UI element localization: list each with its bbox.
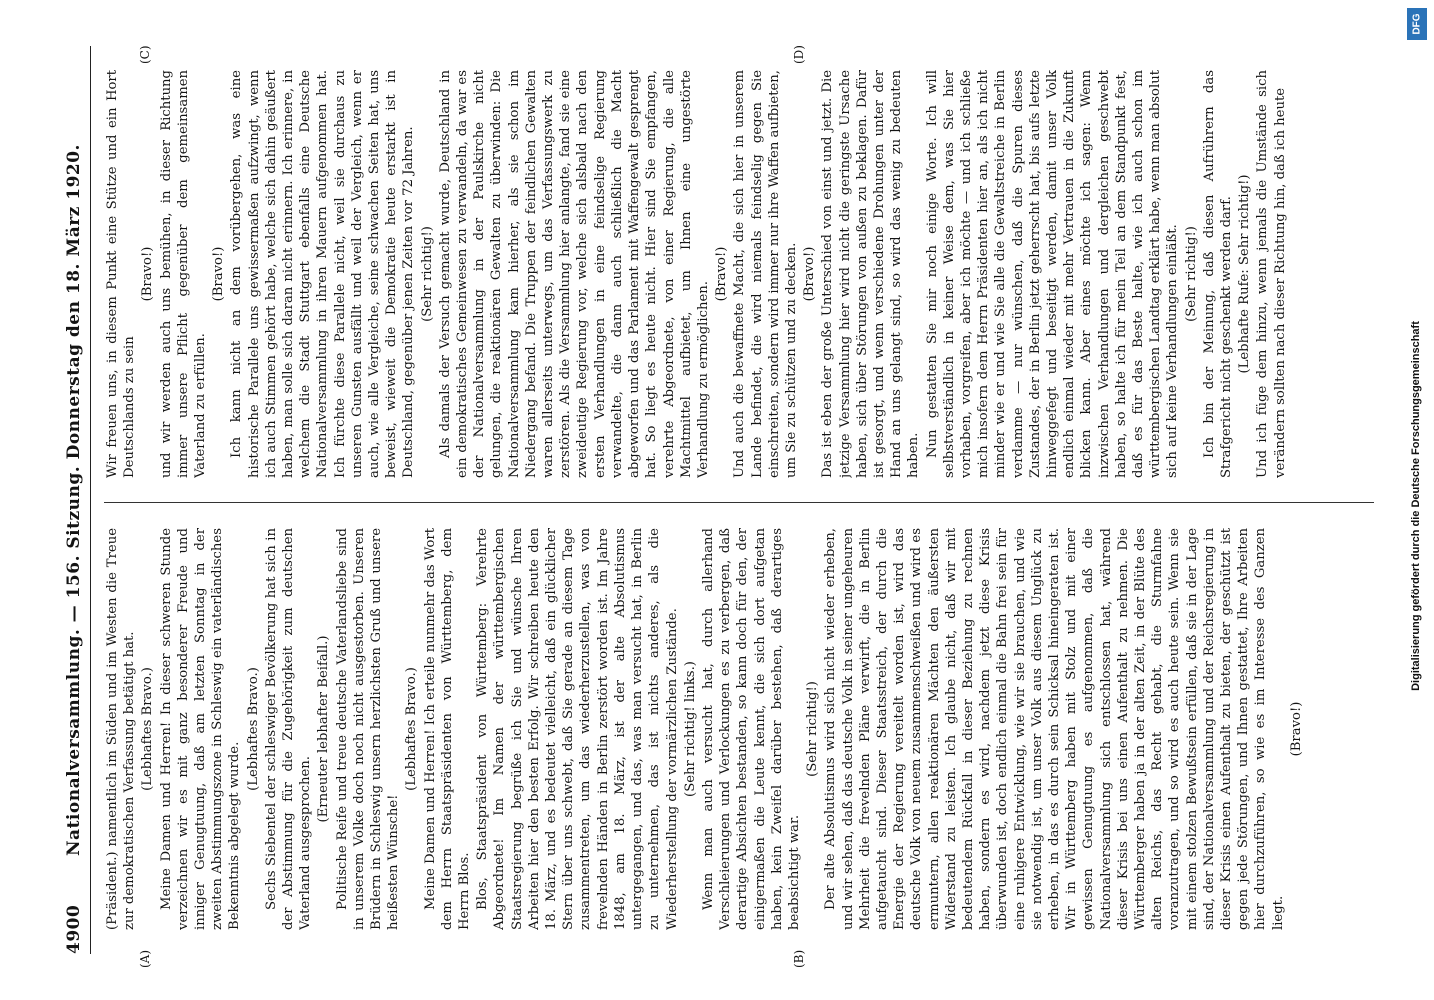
paragraph: Nun gestatten Sie mir noch einige Worte. Ich will selbstverständlich in keiner Weise dem, was Sie hier vorhaben, vorgreifen, aber ich möchte — und ich schließe mich insofern dem Herrn Präsidenten hier an, als ich nicht minder wie er und wie Sie alle die Gewaltstreiche in Berlin verdamme — nur wünschen, daß die Spuren dieses Zustandes, der in Berlin jetzt geherrscht hat, bis aufs letzte hinweggefegt und beseitigt werden, damit unser Volk endlich einmal wieder mit mehr Vertrauen in die Zukunft blicken kann. Aber eines möchte ich sagen: Wenn inzwischen Verhandlungen und dergleichen geschwebt haben, so halte ich für mein Teil an dem Standpunkt fest, daß es für das Beste halte, wie ich auch schon im württembergischen Landtag erklärt habe, wenn man absolut sich auf keine Verhandlungen einläßt. bbox=[924, 70, 1181, 478]
paragraph: Wir freuen uns, in diesem Punkt eine Stütze und ein Hort Deutschlands zu sein bbox=[105, 70, 138, 478]
page-header bbox=[60, 46, 91, 954]
paragraph: Blos, Staatspräsident von Württemberg: Verehrte Abgeordnete! Im Namen der württembergischen Staatsregierung begrüße ich Sie und wünsche Ihren Arbeiten hier den besten Erfolg. Wir schreiben heute den 18. März, und es bedeutet vielleicht, daß ein glücklicher Stern über uns schwebt, daß Sie gerade an diesem Tage zusammentreten, um das wiederherzustellen, was von frevelnden Händen in Berlin zerstört worden ist. Im Jahre 1848, am 18. März, ist der alte Absolutismus untergegangen, und das, was man versucht hat, in Berlin zu unternehmen, das ist nichts anderes, als die Wiederherstellung der vormärzlichen Zustände. bbox=[475, 528, 680, 930]
applause-note: (Bravo!) bbox=[802, 246, 818, 302]
applause-note: (Sehr richtig! links.) bbox=[682, 661, 698, 797]
applause-note: (Erneuter lebhafter Beifall.) bbox=[316, 635, 332, 823]
margin-mark-a: (A) bbox=[138, 949, 152, 968]
page-number: 4900 bbox=[64, 904, 84, 954]
digitization-note-text: Digitalisierung gefördert durch die Deutsche Forschungsgemeinschaft bbox=[1410, 321, 1422, 691]
paragraph: Politische Reife und treue deutsche Vaterlandsliebe sind in unserem Volke doch noch nicht ausgestorben. Unseren Brüdern in Schleswig unsern herzlichsten Gruß und unsere heißesten Wünsche! bbox=[334, 528, 402, 930]
applause-note: (Lebhaftes Bravo.) bbox=[245, 667, 261, 791]
margin-mark-d: (D) bbox=[792, 45, 806, 64]
applause-note: (Bravo!) bbox=[211, 246, 227, 302]
page-title: Nationalversammlung. — 156. Sitzung. Donnerstag den 18. März 1920. bbox=[64, 144, 84, 856]
margin-mark-b: (B) bbox=[792, 949, 806, 968]
applause-note: (Lebhaftes Bravo.) bbox=[140, 667, 156, 791]
paragraph: Wenn man auch versucht hat, durch allerhand Verschleierungen und Verlockungen es zu verbergen, daß derartige Absichten bestanden, so kann doch für den, der einigermaßen die Leute kennt, die sich dort aufgetan haben, kein Zweifel darüber bestehen, daß derartiges beabsichtigt war. bbox=[700, 528, 802, 930]
paragraph: Sechs Siebentel der schleswiger Bevölkerung hat sich in der Abstimmung für die Zugehörigkeit zum deutschen Vaterland ausgesprochen. bbox=[263, 528, 314, 930]
applause-note: (Lebhaftes Bravo.) bbox=[404, 667, 420, 791]
paragraph: Als damals der Versuch gemacht wurde, Deutschland in ein demokratisches Gemeinwesen zu verwandeln, da war es der Nationalversammlung in der Paulskirche nicht gelungen, die reaktionären Gewalten zu überwinden: Die Nationalversammlung kam hierher, als sie schon im Niedergang befand. Die Truppen der feindlichen Gewalten waren allerseits unterwegs, um das Verfassungswerk zu zerstören. Als die Versammlung hier anlangte, fand sie eine zweideutige Regierung vor, welche sich alsbald nach den ersten Verhandlungen in eine feindselige Regierung verwandelte, die dann auch schließlich die Macht abgeworfen und das Parlament mit Waffengewalt gesprengt hat. So liegt es heute nicht. Hier sind Sie empfangen, verehrte Abgeordnete, von einer Regierung, die alle Machtmittel aufbietet, um Ihnen eine ungestörte Verhandlung zu ermöglichen. bbox=[437, 70, 711, 478]
document-page bbox=[52, 30, 1382, 970]
paragraph: Und ich füge dem hinzu, wenn jemals die Umstände sich verändern sollten nach dieser Richtung hin, daß ich heute bbox=[1255, 70, 1288, 478]
applause-note: (Sehr richtig!) bbox=[1183, 226, 1199, 322]
paragraph: Ich kann nicht an dem vorübergehen, was eine historische Parallele uns gewissermaßen aufzwingt, wenn ich auch Stimmen gehört habe, welche sich dahin geäußert haben, man solle sich daran nicht erinnern. Ich erinnere, in welchem die Stadt Stuttgart ebenfalls eine Deutsche Nationalversammlung in ihren Mauern aufgenommen hat. Ich fürchte diese Parallele nicht, weil sie durchaus zu unseren Gunsten ausfällt und weil der Vergleich, wenn er auch, wie alle Vergleiche, seine schwachen Seiten hat, uns beweist, wieweit die Demokratie heute erstarkt ist in Deutschland, gegenüber jenen Zeiten vor 72 Jahren. bbox=[229, 70, 417, 478]
dfg-logo-text: DFG bbox=[1411, 13, 1423, 35]
paragraph: Und auch die bewaffnete Macht, die sich hier in unserem Lande befindet, die wird niemals feindselig gegen Sie einschreiten, sondern wird immer nur ihre Waffen aufbieten, um Sie zu schützen und zu decken. bbox=[732, 70, 799, 478]
paragraph: Meine Damen und Herren! In dieser schweren Stunde verzeichnen wir es mit ganz besonderer Freude und inniger Genugtuung, daß am letzten Sonntag in der zweiten Abstimmungszone in Schleswig ein vaterländisches Bekenntnis abgelegt wurde. bbox=[158, 528, 243, 930]
paragraph: und wir werden auch uns bemühen, in dieser Richtung immer unsere Pflicht gegenüber dem gemeinsamen Vaterland zu erfüllen. bbox=[158, 70, 209, 478]
applause-note: (Sehr richtig!) bbox=[805, 681, 821, 777]
paragraph: Meine Damen und Herren! Ich erteile nunmehr das Wort dem Herrn Staatspräsidenten von Württemberg, dem Herrn Blos. bbox=[422, 528, 473, 930]
paragraph: Das ist eben der große Unterschied von einst und jetzt. Die jetzige Versammlung hier wird nicht die geringste Ursache haben, sich über Störungen von außen zu beklagen. Dafür ist gesorgt, und wenn verschiedene Drohungen unter der Hand an uns gelangt sind, so wird das wenig zu bedeuten haben. bbox=[820, 70, 922, 478]
left-column bbox=[104, 528, 1374, 930]
paragraph: Ich bin der Meinung, daß diesen Aufrührern das Strafgericht nicht geschenkt werden darf. bbox=[1201, 70, 1234, 478]
paragraph: Der alte Absolutismus wird sich nicht wieder erheben, und wir sehen, daß das deutsche Volk in seiner ungeheuren Mehrheit die frevelnden Pläne verwirft, die in Berlin aufgetaucht sind. Dieser Staatsstreich, der durch die Energie der Regierung vereitelt worden ist, wird das deutsche Volk von neuem zusammenschweißen und wird es ermuntern, allen reaktionären Mächten den äußersten Widerstand zu leisten. Ich glaube nicht, daß wir mit bedeutendem Rückfall in dieser Beziehung zu rechnen haben, sondern es wird, nachdem jetzt diese Krisis überwunden ist, doch endlich einmal die Bahn frei sein für eine ruhigere Entwicklung, wie wir sie brauchen, und wie sie notwendig ist, um unser Volk aus diesem Unglück zu erheben, in das es durch sein Schicksal hineingeraten ist. Wir in Württemberg haben mit Stolz und mit einer gewissen Genugtuung es aufgenommen, daß die Nationalversammlung sich entschlossen hat, während dieser Krisis bei uns einen Aufenthalt zu nehmen. Die Württemberger haben ja in der alten Zeit, in der Blüte des alten Reichs, das Recht gehabt, die Sturmfahne voranzutragen, und so wird es auch heute sein. Wenn sie mit einem stolzen Bewußtsein erfüllen, daß sie in der Lage sind, der Nationalversammlung und der Reichsregierung in dieser Krisis einen Aufenthalt zu bieten, der geschützt ist gegen jede Störungen, und Ihnen gestattet, Ihre Arbeiten hier durchzuführen, so wie es im Interesse des Ganzen liegt. bbox=[823, 528, 1286, 930]
applause-note: (Bravo!) bbox=[1288, 701, 1304, 757]
margin-mark-c: (C) bbox=[138, 45, 152, 64]
applause-note: (Bravo!) bbox=[140, 246, 156, 302]
dfg-logo bbox=[1407, 8, 1427, 40]
applause-note: (Bravo!) bbox=[714, 246, 730, 302]
paragraph: (Präsident.) namentlich im Süden und im Westen die Treue zur demokratischen Verfassung betätigt hat. bbox=[105, 528, 138, 930]
applause-note: (Sehr richtig!) bbox=[419, 226, 435, 322]
digitization-note bbox=[1401, 6, 1431, 994]
right-column bbox=[104, 70, 1374, 478]
column-divider bbox=[104, 502, 1374, 503]
applause-note: (Lebhafte Rufe: Sehr richtig!) bbox=[1237, 174, 1253, 374]
